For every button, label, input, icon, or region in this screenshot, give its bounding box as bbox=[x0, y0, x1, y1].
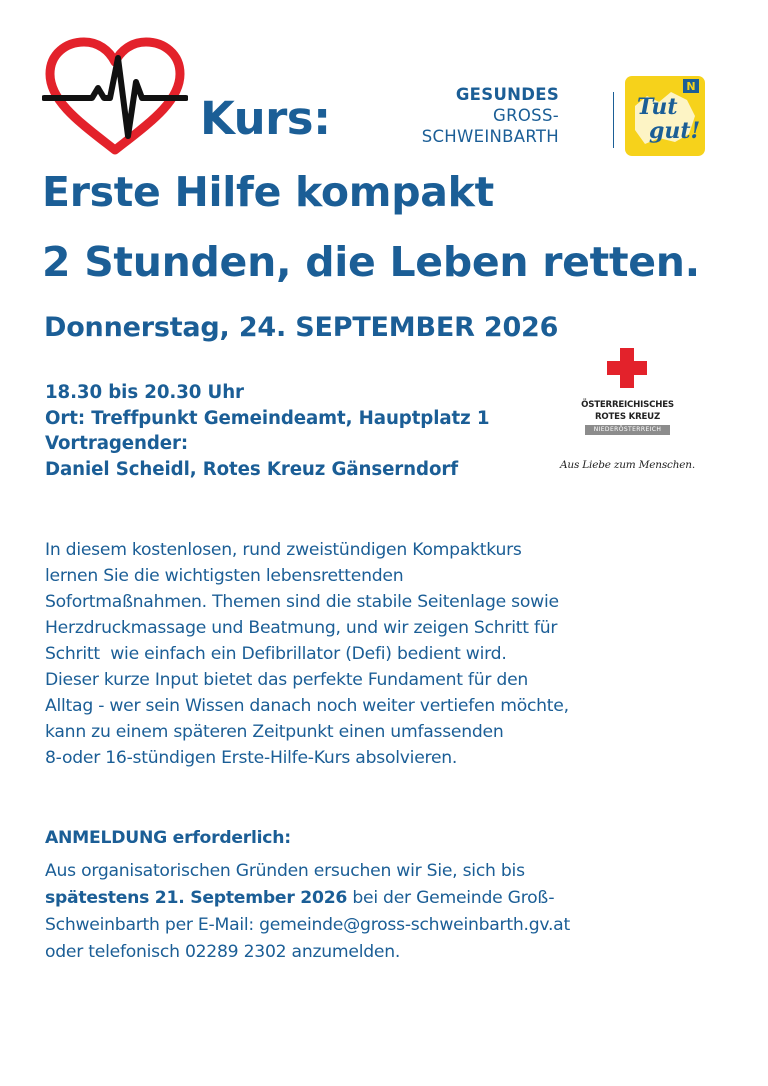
red-cross-logo bbox=[550, 342, 705, 474]
registration-line-2 bbox=[45, 885, 570, 912]
event-time: 18.30 bis 20.30 Uhr bbox=[45, 382, 244, 403]
red-cross-icon bbox=[607, 348, 647, 388]
tut-gut-logo bbox=[625, 76, 705, 156]
gesundes-line3: SCHWEINBARTH bbox=[421, 127, 559, 146]
red-cross-line2: ROTES KREUZ bbox=[595, 412, 660, 422]
gesundes-line1: GESUNDES bbox=[455, 85, 559, 104]
registration-line-1: Aus organisatorischen Gründen ersuchen wir Sie, sich bis bbox=[45, 861, 525, 881]
course-description: In diesem kostenlosen, rund zweistündigen Kompaktkurs lernen Sie die wichtigsten lebensrettenden Sofortmaßnahmen. Themen sind die stabile Seitenlage sowie Herzdruckmassage und Beatmung, und wir zeigen Schritt für Schritt wie einfach ein Defibrillator (Defi) bedient wird. Dieser kurze Input bietet das perfekte Fundament für den Alltag - wer sein Wissen danach noch weiter vertiefen möchte, kann zu einem späteren Zeitpunkt einen umfassenden 8-oder 16-stündigen Erste-Hilfe-Kurs absolvieren. bbox=[45, 540, 569, 768]
red-cross-region-badge: NIEDERÖSTERREICH bbox=[585, 425, 670, 435]
registration-deadline: spätestens 21. September 2026 bbox=[45, 888, 348, 908]
tutgut-badge: N bbox=[686, 80, 696, 93]
kurs-label: Kurs: bbox=[200, 92, 331, 145]
gesundes-line2: GROSS- bbox=[493, 106, 559, 125]
event-location: Ort: Treffpunkt Gemeindeamt, Hauptplatz 1 bbox=[45, 407, 490, 429]
registration-line-2-rest: bei der Gemeinde Groß- bbox=[347, 888, 555, 908]
heart-ecg-icon bbox=[42, 36, 188, 160]
registration-line-4: oder telefonisch 02289 2302 anzumelden. bbox=[45, 942, 401, 962]
title-line-1: Erste Hilfe kompakt bbox=[42, 168, 494, 216]
registration-heading: ANMELDUNG erforderlich: bbox=[45, 828, 291, 848]
red-cross-slogan: Aus Liebe zum Menschen. bbox=[560, 459, 695, 471]
speaker-label: Vortragender: bbox=[45, 433, 189, 454]
red-cross-line1: ÖSTERREICHISCHES bbox=[581, 400, 674, 410]
registration-line-3: Schweinbarth per E-Mail: gemeinde@gross-schweinbarth.gv.at bbox=[45, 915, 570, 935]
tutgut-line2: gut! bbox=[649, 118, 701, 144]
title-line-2: 2 Stunden, die Leben retten. bbox=[42, 238, 700, 286]
speaker-name: Daniel Scheidl, Rotes Kreuz Gänserndorf bbox=[45, 458, 459, 480]
event-info bbox=[45, 380, 489, 482]
event-date: Donnerstag, 24. SEPTEMBER 2026 bbox=[44, 312, 559, 343]
tutgut-line1: Tut bbox=[637, 94, 678, 120]
registration-text bbox=[45, 858, 570, 966]
gesundes-divider bbox=[613, 92, 614, 148]
